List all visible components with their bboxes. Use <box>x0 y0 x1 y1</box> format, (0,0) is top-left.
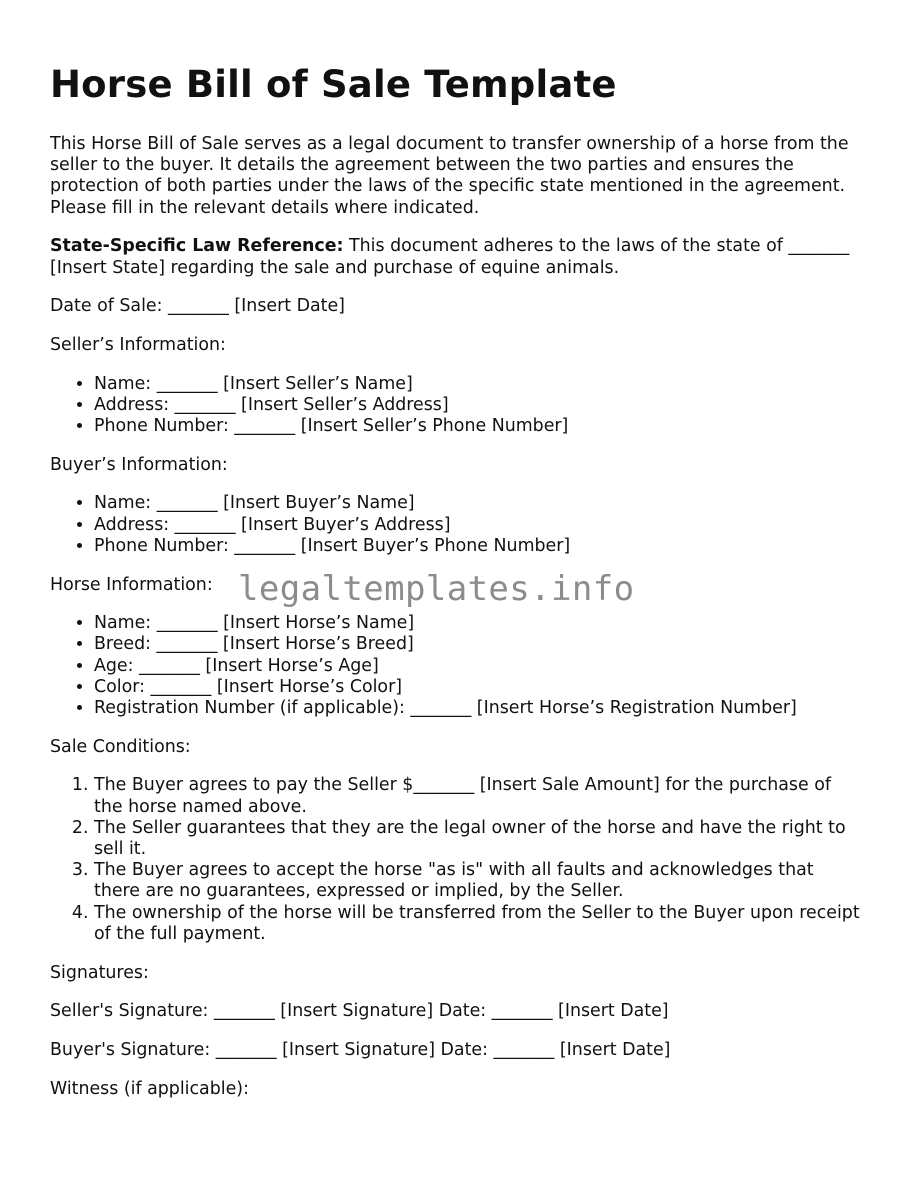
seller-list <box>50 374 860 438</box>
condition-item: 3. The Buyer agrees to accept the horse "as is" with all faults and acknowledges that there are no guarantees, expressed or implied, by the Seller. <box>94 860 860 902</box>
seller-address-item: • Address: _______ [Insert Seller’s Address] <box>94 395 860 416</box>
watermark-text: legaltemplates.info <box>238 569 635 609</box>
seller-signature-line: Seller's Signature: _______ [Insert Signature] Date: _______ [Insert Date] <box>50 1001 669 1022</box>
buyer-signature-line: Buyer's Signature: _______ [Insert Signature] Date: _______ [Insert Date] <box>50 1040 671 1060</box>
horse-list <box>50 613 860 719</box>
buyer-phone-item: • Phone Number: _______ [Insert Buyer’s Phone Number] <box>94 536 860 557</box>
condition-item: 1. The Buyer agrees to pay the Seller $_______ [Insert Sale Amount] for the purchase of the horse named above. <box>94 775 860 817</box>
seller-name-item: • Name: _______ [Insert Seller’s Name] <box>94 374 860 395</box>
horse-age-item: • Age: _______ [Insert Horse’s Age] <box>94 656 860 677</box>
intro-paragraph: This Horse Bill of Sale serves as a legal document to transfer ownership of a horse from the seller to the buyer. It details the agreement between the two parties and ensures the protection of both parties under the laws of the specific state mentioned in the agreement. Please fill in the relevant details where indicated. <box>50 134 849 218</box>
seller-phone-item: • Phone Number: _______ [Insert Seller’s Phone Number] <box>94 416 860 437</box>
condition-item: 4. The ownership of the horse will be transferred from the Seller to the Buyer upon receipt of the full payment. <box>94 903 860 945</box>
horse-color-item: • Color: _______ [Insert Horse’s Color] <box>94 677 860 698</box>
conditions-heading: Sale Conditions: <box>50 736 191 757</box>
witness-line: Witness (if applicable): <box>50 1078 249 1099</box>
buyer-address-item: • Address: _______ [Insert Buyer’s Address] <box>94 515 860 536</box>
signatures-heading: Signatures: <box>50 962 149 983</box>
buyer-heading: Buyer’s Information: <box>50 454 228 475</box>
date-of-sale: Date of Sale: _______ [Insert Date] <box>50 296 345 317</box>
horse-breed-item: • Breed: _______ [Insert Horse’s Breed] <box>94 634 860 655</box>
condition-item: 2. The Seller guarantees that they are the legal owner of the horse and have the right to sell it. <box>94 818 860 860</box>
state-law-paragraph <box>50 236 860 278</box>
state-law-label: State-Specific Law Reference: <box>50 236 344 257</box>
horse-name-item: • Name: _______ [Insert Horse’s Name] <box>94 613 860 634</box>
seller-heading: Seller’s Information: <box>50 334 226 355</box>
buyer-list <box>50 493 860 557</box>
state-law-text: This document adheres to the laws of the state of _______ [Insert State] regarding the sale and purchase of equine animals. <box>50 236 850 278</box>
buyer-name-item: • Name: _______ [Insert Buyer’s Name] <box>94 493 860 514</box>
horse-heading: Horse Information: <box>50 574 213 595</box>
document-title: Horse Bill of Sale Template <box>50 63 617 106</box>
horse-registration-item: • Registration Number (if applicable): _______ [Insert Horse’s Registration Number] <box>94 698 860 719</box>
conditions-list <box>50 775 860 945</box>
